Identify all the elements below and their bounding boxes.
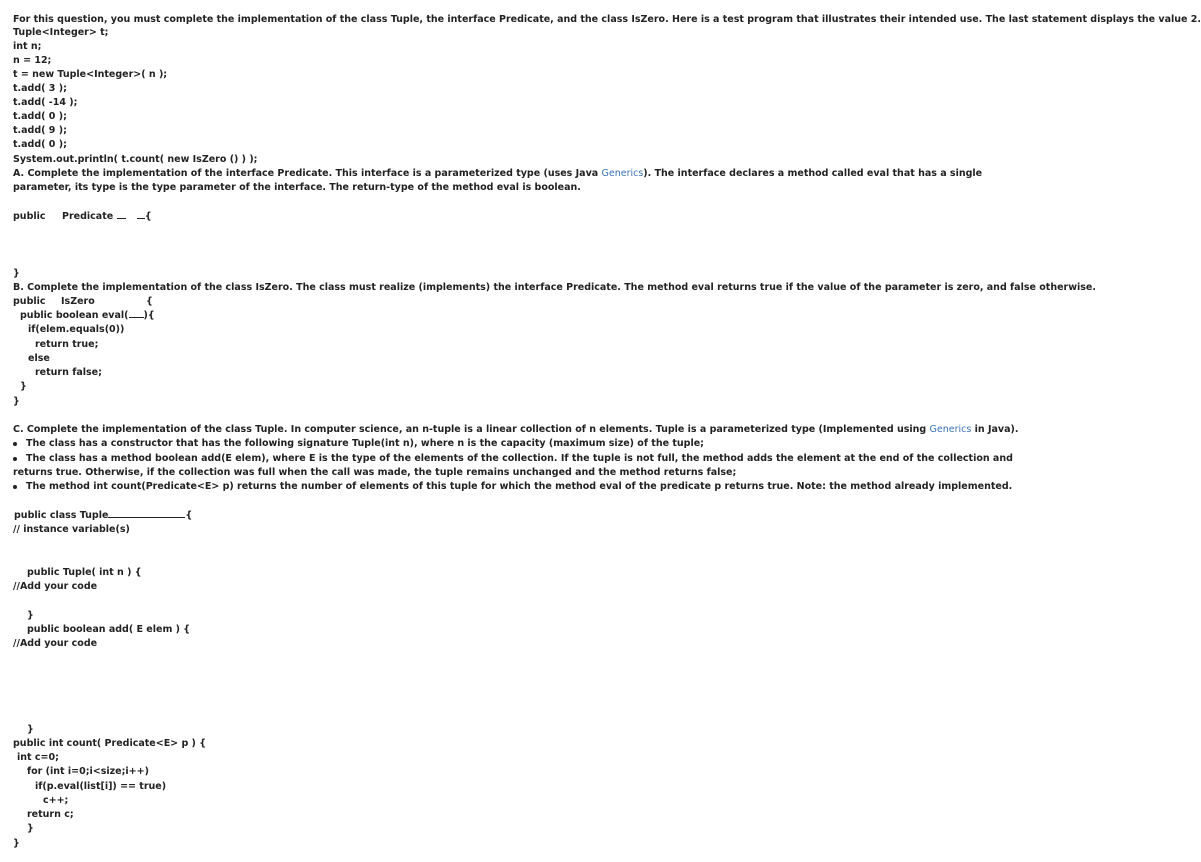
code-comment: //Add your code: [13, 581, 98, 592]
close-brace: }: [27, 823, 34, 834]
intro-text: For this question, you must complete the implementation of the class Tuple, the interface Predicate, and the class IsZero. Here is a test program that illustrates their intended use. The last statement displays the value 2.: [13, 14, 1201, 25]
type-param-blank[interactable]: [117, 218, 126, 219]
code-line: int n;: [13, 41, 42, 52]
code-line: t.add( -14 );: [13, 97, 78, 108]
open-brace: {: [144, 211, 152, 222]
bullet-icon: [13, 442, 17, 446]
generics-link[interactable]: Generics: [929, 424, 972, 435]
code-line: Tuple<Integer> t;: [13, 27, 109, 38]
code-line: t.add( 0 );: [13, 139, 67, 150]
eval-param-blank[interactable]: [129, 317, 144, 318]
open-brace: {: [146, 296, 153, 307]
part-c-text: [13, 424, 1018, 436]
brace-blank[interactable]: [137, 218, 145, 219]
code-comment: //Add your code: [13, 638, 98, 649]
part-a-text: [13, 167, 1013, 195]
code-line: t = new Tuple<Integer>( n );: [13, 69, 168, 80]
part-a-text-after: ). The interface declares a method called eval that has a single parameter, its type is the type parameter of the interface. The return-type of the method eval is boolean.: [13, 168, 983, 193]
bullet-text: The class has a constructor that has the following signature Tuple(int n), where n is the capacity (maximum size) of the tuple;: [26, 438, 704, 449]
code-eval: [20, 310, 155, 322]
close-brace: }: [13, 268, 20, 279]
code-line: return true;: [35, 339, 99, 350]
code-line: if(p.eval(list[i]) == true): [35, 781, 167, 792]
code-line: c++;: [43, 795, 69, 806]
code-line: return c;: [27, 809, 74, 820]
code-comment: // instance variable(s): [13, 524, 130, 535]
code-line: t.add( 3 );: [13, 83, 67, 94]
bullet-icon: [13, 485, 17, 489]
bullet-text: The class has a method boolean add(E elem), where E is the type of the elements of the collection. If the tuple is not full, the method adds the element at the end of the collection and returns true. Otherwise, if the collection was full when the call was made, the tuple remains unchanged and the method returns false;: [13, 453, 1013, 478]
code-line: for (int i=0;i<size;i++): [27, 766, 149, 777]
code-line: public int count( Predicate<E> p ) {: [13, 738, 206, 749]
code-line: System.out.println( t.count( new IsZero () ) );: [13, 154, 258, 165]
close-brace: }: [20, 381, 27, 392]
close-brace: }: [27, 610, 34, 621]
code-keyword-public: public: [13, 296, 46, 307]
class-decl-blank[interactable]: [108, 517, 185, 518]
generics-link[interactable]: Generics: [601, 168, 644, 179]
code-line: if(elem.equals(0)): [28, 324, 125, 335]
bullet-item: [13, 481, 1012, 493]
bullet-item: [13, 438, 704, 450]
code-line: public Tuple( int n ) {: [27, 567, 142, 578]
tuple-class-decl: public class Tuple: [14, 510, 109, 521]
close-brace: }: [27, 724, 34, 735]
code-line: return false;: [35, 367, 102, 378]
code-line: t.add( 0 );: [13, 111, 67, 122]
part-b-text: B. Complete the implementation of the class IsZero. The class must realize (implements) the interface Predicate. The method eval returns true if the value of the parameter is zero, and false otherwise.: [13, 282, 1096, 293]
code-line: int c=0;: [17, 752, 59, 763]
code-keyword-public: public: [13, 211, 46, 222]
code-line: t.add( 9 );: [13, 125, 67, 136]
close-brace: }: [13, 838, 20, 849]
code-line: n = 12;: [13, 55, 52, 66]
eval-signature-end: ){: [143, 310, 155, 321]
part-c-text-after: in Java).: [971, 424, 1019, 435]
predicate-name: Predicate: [62, 211, 114, 222]
code-iszero: IsZero: [61, 296, 95, 307]
part-c-text-before: C. Complete the implementation of the class Tuple. In computer science, an n-tuple is a linear collection of n elements. Tuple is a parameterized type (Implemented using: [13, 424, 930, 435]
open-brace: {: [185, 510, 193, 521]
code-line: public boolean add( E elem ) {: [27, 624, 191, 635]
bullet-item: [13, 452, 1013, 480]
code-line: else: [28, 353, 50, 364]
part-a-text-before: A. Complete the implementation of the interface Predicate. This interface is a parameterized type (uses Java: [13, 168, 602, 179]
bullet-text: The method int count(Predicate<E> p) returns the number of elements of this tuple for which the method eval of the predicate p returns true. Note: the method already implemented.: [26, 481, 1013, 492]
code-tuple-class: [14, 510, 192, 522]
eval-signature: public boolean eval(: [20, 310, 129, 321]
code-predicate: [62, 211, 152, 223]
close-brace: }: [13, 396, 20, 407]
bullet-icon: [13, 457, 17, 461]
